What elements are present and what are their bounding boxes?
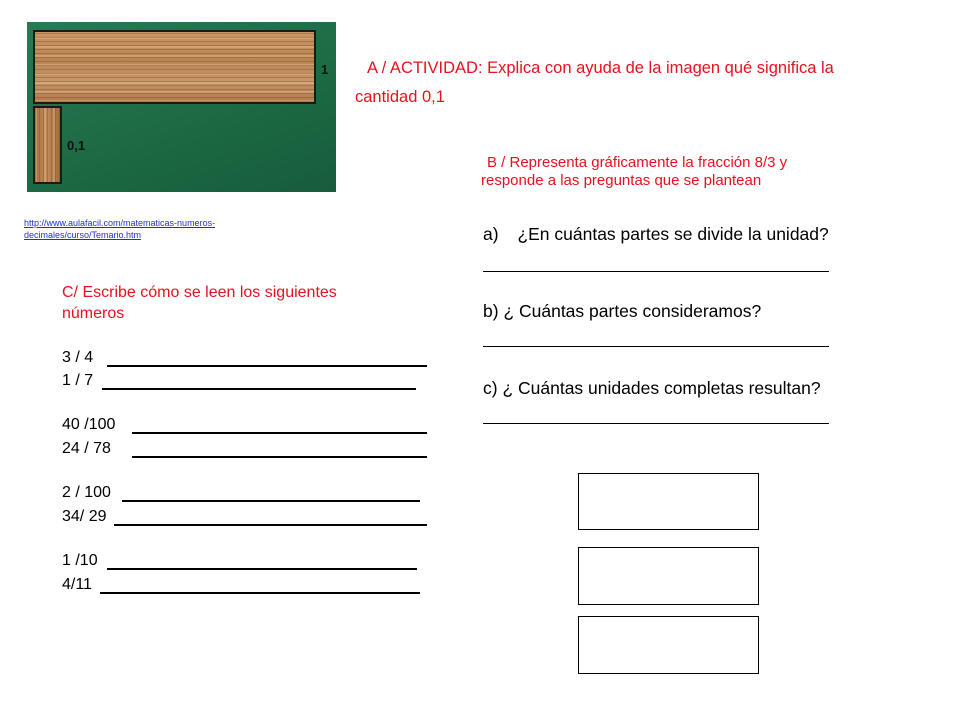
write-line[interactable] xyxy=(122,500,420,502)
number-label: 4/11 xyxy=(62,576,92,593)
tenth-plank xyxy=(33,106,62,184)
question-b-text: ¿ Cuántas partes consideramos? xyxy=(503,301,762,321)
write-line[interactable] xyxy=(107,365,427,367)
question-b-label: b) xyxy=(483,301,499,321)
number-item xyxy=(62,576,92,596)
number-item xyxy=(62,552,98,572)
write-line[interactable] xyxy=(132,432,427,434)
source-link[interactable]: http://www.aulafacil.com/matematicas-numeros-decimales/curso/Temario.htm xyxy=(24,218,216,240)
write-line[interactable] xyxy=(102,388,416,390)
question-b xyxy=(483,301,761,322)
number-label: 1 / 7 xyxy=(62,372,94,389)
section-c-line1: C/ Escribe cómo se leen los siguientes xyxy=(62,284,337,301)
drawing-box[interactable] xyxy=(578,547,759,605)
number-label: 40 /100 xyxy=(62,416,116,433)
activity-b-line1: B / Representa gráficamente la fracción 8/3 y xyxy=(487,154,788,171)
number-item xyxy=(62,440,111,460)
answer-line-c[interactable] xyxy=(483,423,829,424)
answer-line-b[interactable] xyxy=(483,346,829,347)
activity-a-line2: cantidad 0,1 xyxy=(355,88,445,106)
number-label: 1 /10 xyxy=(62,552,98,569)
number-label: 2 / 100 xyxy=(62,484,111,501)
question-c-text: ¿ Cuántas unidades completas resultan? xyxy=(502,378,821,398)
unit-label: 1 xyxy=(321,62,329,77)
activity-a-line1: A / ACTIVIDAD: Explica con ayuda de la imagen qué significa la xyxy=(367,59,834,77)
number-item xyxy=(62,372,93,392)
write-line[interactable] xyxy=(100,592,420,594)
section-c-line2: números xyxy=(62,305,125,322)
activity-b-text xyxy=(481,154,901,190)
number-label: 3 / 4 xyxy=(62,349,94,366)
drawing-box[interactable] xyxy=(578,616,759,674)
write-line[interactable] xyxy=(132,456,427,458)
activity-b-line2: responde a las preguntas que se plantean xyxy=(481,172,762,189)
wood-illustration xyxy=(27,22,336,192)
drawing-box[interactable] xyxy=(578,473,759,530)
answer-line-a[interactable] xyxy=(483,271,829,272)
number-label: 24 / 78 xyxy=(62,440,111,457)
question-a-label: a) xyxy=(483,224,499,244)
question-a xyxy=(483,224,829,245)
activity-a-text xyxy=(355,54,925,112)
number-label: 34/ 29 xyxy=(62,508,107,525)
number-item xyxy=(62,508,106,528)
write-line[interactable] xyxy=(107,568,417,570)
write-line[interactable] xyxy=(114,524,427,526)
question-a-text: ¿En cuántas partes se divide la unidad? xyxy=(517,224,829,244)
question-c xyxy=(483,378,821,399)
number-item xyxy=(62,416,115,436)
unit-plank xyxy=(33,30,316,104)
number-item xyxy=(62,349,93,369)
question-c-label: c) xyxy=(483,378,498,398)
tenth-label: 0,1 xyxy=(67,138,86,153)
number-item xyxy=(62,484,111,504)
section-c-heading xyxy=(62,282,422,324)
